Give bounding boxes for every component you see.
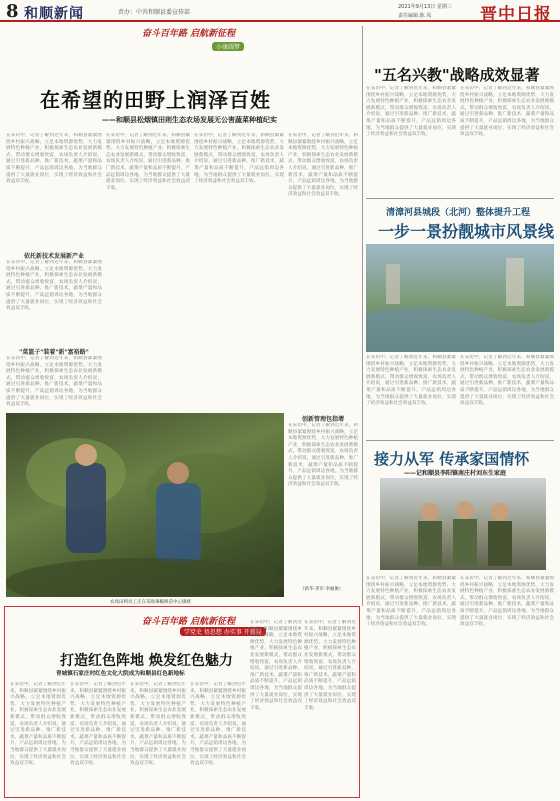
bottom-body-1: 在采访中，记者了解到近年来，和顺县紧紧围绕乡村振兴战略，立足本地资源优势，大力发展特色种植产业，积极探索生态农业发展新模式，带动群众增收致富，农场负责人介绍说，通过引进新品种、推广新技术，蔬菜产量和品质不断提升，产品远销周边各地，为当地群众提供了大量就业岗位，实现了经济效益和社会效益双丰收。 xyxy=(10,682,66,767)
right-bottom-body-2: 在采访中，记者了解到近年来，和顺县紧紧围绕乡村振兴战略，立足本地资源优势，大力发展特色种植产业，积极探索生态农业发展新模式，带动群众增收致富，农场负责人介绍说，通过引进新品种、推广新技术，蔬菜产量和品质不断提升，产品远销周边各地，为当地群众提供了大量就业岗位，实现了经济效益和社会效益双丰收。 xyxy=(460,576,554,628)
field-photo-art xyxy=(6,413,284,597)
editor-line: 责任编辑:陈 凤 xyxy=(398,13,432,19)
sponsor-line: 责办：中共和顺县委宣传部 xyxy=(118,9,191,16)
bottom-body-3: 在采访中，记者了解到近年来，和顺县紧紧围绕乡村振兴战略，立足本地资源优势，大力发展特色种植产业，积极探索生态农业发展新模式，带动群众增收致富，农场负责人介绍说，通过引进新品种、推广新技术，蔬菜产量和品质不断提升，产品远销周边各地，为当地群众提供了大量就业岗位，实现了经济效益和社会效益双丰收。 xyxy=(130,682,186,767)
river-photo xyxy=(366,244,554,352)
right-bottom-subheadline: ——记和顺县李阳镇南庄村刘东生家庭 xyxy=(404,470,507,477)
top-subheadline: ——和顺县松烟镇田则生态农场发展无公害蔬菜种植纪实 xyxy=(102,116,277,124)
river-photo-art xyxy=(366,244,554,352)
right-mid-headline: 一步一景扮靓城市风景线 xyxy=(378,222,555,241)
top-body-col4: 在采访中，记者了解到近年来，和顺县紧紧围绕乡村振兴战略，立足本地资源优势，大力发展特色种植产业，积极探索生态农业发展新模式，带动群众增收致富，农场负责人介绍说，通过引进新品种、推广新技术，蔬菜产量和品质不断提升，产品远销周边各地，为当地群众提供了大量就业岗位，实现了经济效益和社会效益双丰收。 xyxy=(288,133,358,198)
masthead xyxy=(0,0,560,25)
top-subhead-2: "菜篮子"装着"新"富裕路" xyxy=(19,349,89,356)
top-kicker-tag: 小康圆梦 xyxy=(212,42,244,51)
bottom-body-4: 在采访中，记者了解到近年来，和顺县紧紧围绕乡村振兴战略，立足本地资源优势，大力发展特色种植产业，积极探索生态农业发展新模式，带动群众增收致富，农场负责人介绍说，通过引进新品种、推广新技术，蔬菜产量和品质不断提升，产品远销周边各地，为当地群众提供了大量就业岗位，实现了经济效益和社会效益双丰收。 xyxy=(190,682,246,767)
right-bottom-body-1: 在采访中，记者了解到近年来，和顺县紧紧围绕乡村振兴战略，立足本地资源优势，大力发展特色种植产业，积极探索生态农业发展新模式，带动群众增收致富，农场负责人介绍说，通过引进新品种、推广新技术，蔬菜产量和品质不断提升，产品远销周边各地，为当地群众提供了大量就业岗位，实现了经济效益和社会效益双丰收。 xyxy=(366,576,456,628)
right-mid-body-2: 在采访中，记者了解到近年来，和顺县紧紧围绕乡村振兴战略，立足本地资源优势，大力发展特色种植产业，积极探索生态农业发展新模式，带动群众增收致富，农场负责人介绍说，通过引进新品种、推广新技术，蔬菜产量和品质不断提升，产品远销周边各地，为当地群众提供了大量就业岗位，实现了经济效益和社会效益双丰收。 xyxy=(460,355,554,407)
top-body-col3: 在采访中，记者了解到近年来，和顺县紧紧围绕乡村振兴战略，立足本地资源优势，大力发展特色种植产业，积极探索生态农业发展新模式，带动群众增收致富，农场负责人介绍说，通过引进新品种、推广新技术，蔬菜产量和品质不断提升，产品远销周边各地，为当地群众提供了大量就业岗位，实现了经济效益和社会效益双丰收。 xyxy=(194,133,284,185)
bottom-headline: 打造红色阵地 焕发红色魅力 xyxy=(60,653,233,669)
newspaper-logo: 晋中日报 xyxy=(480,5,552,25)
bottom-kicker-tag: 学党史 悟思想 办实事 开新局 xyxy=(180,627,266,636)
top-photo-caption: 农场田则员工正在采收辣椒秧苗中心镇统 xyxy=(110,600,191,605)
right-top-body-1: 在采访中，记者了解到近年来，和顺县紧紧围绕乡村振兴战略，立足本地资源优势，大力发展特色种植产业，积极探索生态农业发展新模式，带动群众增收致富，农场负责人介绍说，通过引进新品种、推广新技术，蔬菜产量和品质不断提升，产品远销周边各地，为当地群众提供了大量就业岗位，实现了经济效益和社会效益双丰收。 xyxy=(366,86,456,138)
top-body-col1b: 在采访中，记者了解到近年来，和顺县紧紧围绕乡村振兴战略，立足本地资源优势，大力发展特色种植产业，积极探索生态农业发展新模式，带动群众增收致富，农场负责人介绍说，通过引进新品种、推广新技术，蔬菜产量和品质不断提升，产品远销周边各地，为当地群众提供了大量就业岗位，实现了经济效益和社会效益双丰收。 xyxy=(6,260,102,312)
top-headline: 在希望的田野上润泽百姓 xyxy=(40,88,271,112)
right-top-headline: "五名兴教"战略成效显著 xyxy=(374,66,540,84)
top-body-col2: 在采访中，记者了解到近年来，和顺县紧紧围绕乡村振兴战略，立足本地资源优势，大力发展特色种植产业，积极探索生态农业发展新模式，带动群众增收致富，农场负责人介绍说，通过引进新品种、推广新技术，蔬菜产量和品质不断提升，产品远销周边各地，为当地群众提供了大量就业岗位，实现了经济效益和社会效益双丰收。 xyxy=(106,133,190,191)
family-photo xyxy=(380,478,546,570)
page-number: 8 xyxy=(6,1,19,22)
top-kicker: 奋斗百年路 启航新征程 xyxy=(142,29,236,39)
right-mid-body-1: 在采访中，记者了解到近年来，和顺县紧紧围绕乡村振兴战略，立足本地资源优势，大力发展特色种植产业，积极探索生态农业发展新模式，带动群众增收致富，农场负责人介绍说，通过引进新品种、推广新技术，蔬菜产量和品质不断提升，产品远销周边各地，为当地群众提供了大量就业岗位，实现了经济效益和社会效益双丰收。 xyxy=(366,355,456,407)
right-bottom-headline: 接力从军 传承家国情怀 xyxy=(374,450,530,468)
top-body-col1c: 在采访中，记者了解到近年来，和顺县紧紧围绕乡村振兴战略，立足本地资源优势，大力发展特色种植产业，积极探索生态农业发展新模式，带动群众增收致富，农场负责人介绍说，通过引进新品种、推广新技术，蔬菜产量和品质不断提升，产品远销周边各地，为当地群众提供了大量就业岗位，实现了经济效益和社会效益双丰收。 xyxy=(6,356,102,408)
top-byline: （新华·李军·李丽俊） xyxy=(300,587,344,592)
top-subhead-1: 依托新技术发展新产业 xyxy=(23,253,84,260)
top-subhead-3: 创新管理包指增 xyxy=(301,416,344,423)
section-title: 和顺新闻 xyxy=(24,6,84,22)
top-body-col4b: 在采访中，记者了解到近年来，和顺县紧紧围绕乡村振兴战略，立足本地资源优势，大力发展特色种植产业，积极探索生态农业发展新模式，带动群众增收致富，农场负责人介绍说，通过引进新品种、推广新技术，蔬菜产量和品质不断提升，产品远销周边各地，为当地群众提供了大量就业岗位，实现了经济效益和社会效益双丰收。 xyxy=(288,423,358,488)
bottom-body-2: 在采访中，记者了解到近年来，和顺县紧紧围绕乡村振兴战略，立足本地资源优势，大力发展特色种植产业，积极探索生态农业发展新模式，带动群众增收致富，农场负责人介绍说，通过引进新品种、推广新技术，蔬菜产量和品质不断提升，产品远销周边各地，为当地群众提供了大量就业岗位，实现了经济效益和社会效益双丰收。 xyxy=(70,682,126,767)
top-body-col1: 在采访中，记者了解到近年来，和顺县紧紧围绕乡村振兴战略，立足本地资源优势，大力发展特色种植产业，积极探索生态农业发展新模式，带动群众增收致富，农场负责人介绍说，通过引进新品种、推广新技术，蔬菜产量和品质不断提升，产品远销周边各地，为当地群众提供了大量就业岗位，实现了经济效益和社会效益双丰收。 xyxy=(6,133,102,185)
bottom-body-6: 在采访中，记者了解到近年来，和顺县紧紧围绕乡村振兴战略，立足本地资源优势，大力发展特色种植产业，积极探索生态农业发展新模式，带动群众增收致富，农场负责人介绍说，通过引进新品种、推广新技术，蔬菜产量和品质不断提升，产品远销周边各地，为当地群众提供了大量就业岗位，实现了经济效益和社会效益双丰收。 xyxy=(304,620,356,711)
top-photo xyxy=(6,413,284,597)
bottom-body-5: 在采访中，记者了解到近年来，和顺县紧紧围绕乡村振兴战略，立足本地资源优势，大力发展特色种植产业，积极探索生态农业发展新模式，带动群众增收致富，农场负责人介绍说，通过引进新品种、推广新技术，蔬菜产量和品质不断提升，产品远销周边各地，为当地群众提供了大量就业岗位，实现了经济效益和社会效益双丰收。 xyxy=(250,620,302,711)
family-photo-art xyxy=(380,478,546,570)
right-top-body-2: 在采访中，记者了解到近年来，和顺县紧紧围绕乡村振兴战略，立足本地资源优势，大力发展特色种植产业，积极探索生态农业发展新模式，带动群众增收致富，农场负责人介绍说，通过引进新品种、推广新技术，蔬菜产量和品质不断提升，产品远销周边各地，为当地群众提供了大量就业岗位，实现了经济效益和社会效益双丰收。 xyxy=(460,86,554,138)
bottom-subheadline: 青城镇石家庄村红色文化大院成为和顺县红色新地标 xyxy=(56,671,185,677)
bottom-kicker: 奋斗百年路 启航新征程 xyxy=(142,617,236,627)
issue-date: 2021年9月13日 星期三 xyxy=(398,4,452,10)
right-mid-kicker: 清漳河县城段（北河）整体提升工程 xyxy=(386,208,531,218)
